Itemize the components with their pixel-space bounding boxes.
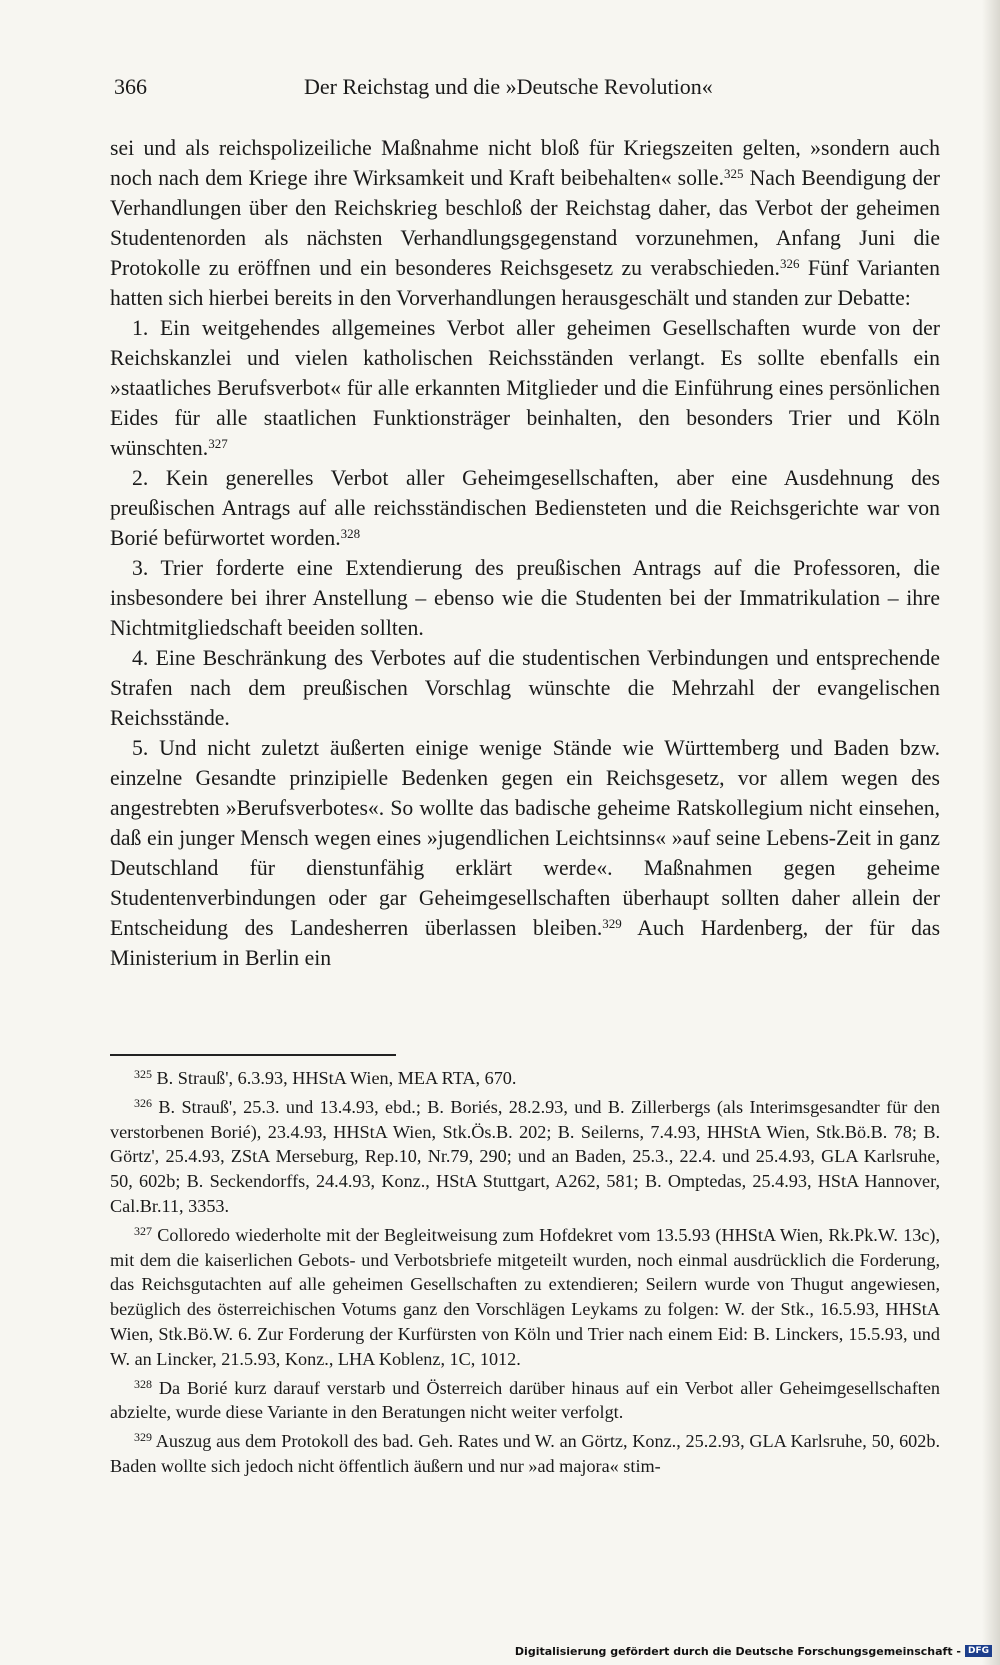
text-run: Nach Beendigung der Verhandlungen über den Reichskrieg beschloß der Reichstag daher, das Verbot der geheimen Studentenorden als nächsten Verhandlungsgegenstand vorzunehmen, Anfang Juni die Protokolle zu eröffnen und ein besonderes Reichsgesetz zu verabschieden. xyxy=(110,166,940,280)
list-item-1 xyxy=(110,313,940,463)
footnote-328 xyxy=(110,1376,940,1426)
footnote-number: 329 xyxy=(134,1430,152,1445)
footnote-number: 327 xyxy=(134,1223,152,1238)
page-edge-shadow xyxy=(982,0,1000,1665)
text-run: Auch Hardenberg, der für das Ministerium in Berlin ein xyxy=(110,916,941,970)
text-run: 2. Kein generelles Verbot aller Geheimgesellschaften, aber eine Ausdehnung des preußischen Antrags auf alle reichsständischen Bediensteten und die Reichsgerichte war von Borié befürwortet worden. xyxy=(110,466,940,550)
footnotes xyxy=(110,1066,940,1483)
text-run: 1. Ein weitgehendes allgemeines Verbot aller geheimen Gesellschaften wurde von der Reichskanzlei und vielen katholischen Reichsständen verlangt. Es sollte ebenfalls ein »staatliches Berufsverbot« für alle erkannten Mitglieder und die Einführung eines persönlichen Eides für alle staatlichen Funktionsträger beinhalten, den besonders Trier und Köln wünschten. xyxy=(110,316,940,460)
list-item-4: 4. Eine Beschränkung des Verbotes auf die studentischen Verbindungen und entsprechende Strafen nach dem preußischen Vorschlag wünschte die Mehrzahl der evangelischen Reichsstände. xyxy=(110,646,940,730)
list-item-5 xyxy=(110,733,940,973)
footnote-text: B. Strauß', 6.3.93, HHStA Wien, MEA RTA, 670. xyxy=(152,1068,517,1088)
footnote-ref-326[interactable]: 326 xyxy=(779,256,800,271)
footnote-327 xyxy=(110,1223,940,1372)
text-run: sei und als reichspolizeiliche Maßnahme nicht bloß für Kriegszeiten gelten, »sondern auch noch nach dem Kriege ihre Wirksamkeit und Kraft beibehalten« solle. xyxy=(110,136,940,190)
running-head: Der Reichstag und die »Deutsche Revolution« xyxy=(304,74,713,99)
footnote-text: Colloredo wiederholte mit der Begleitweisung zum Hofdekret vom 13.5.93 (HHStA Wien, Rk.Pk.W. 13c), mit dem die kaiserlichen Gebots- und Verbotsbriefe mitgeteilt wurden, noch einmal ausdrücklich die Forderung, das Reichsgutachten auf alle geheimen Gesellschaften zu extendieren; Seilern wurde von Thugut angewiesen, bezüglich des österreichischen Votums ganz den Vorschlägen Leykams zu folgen: W. der Stk., 16.5.93, HHStA Wien, Stk.Bö.W. 6. Zur Forderung der Kurfürsten von Köln und Trier nach einem Eid: B. Linckers, 15.5.93, und W. an Lincker, 21.5.93, Konz., LHA Koblenz, 1C, 1012. xyxy=(110,1224,940,1369)
footnote-number: 325 xyxy=(134,1067,152,1081)
text-run: 5. Und nicht zuletzt äußerten einige wenige Stände wie Württemberg und Baden bzw. einzelne Gesandte prinzipielle Bedenken gegen ein Reichsgesetz, vor allem wegen des angestrebten »Berufsverbotes«. So wollte das badische geheime Ratskollegium nicht einsehen, daß ein junger Mensch wegen eines »jugendlichen Leichtsinns« »auf seine Lebens-Zeit in ganz Deutschland für dienstunfähig erklärt werde«. Maßnahmen gegen geheime Studentenverbindungen oder gar Geheimgesellschaften überhaupt sollten daher allein der Entscheidung des Landesherren überlassen bleiben. xyxy=(110,736,940,940)
footnote-326 xyxy=(110,1095,940,1219)
list-item-3: 3. Trier forderte eine Extendierung des preußischen Antrags auf die Professoren, die insbesondere bei ihrer Anstellung – ebenso wie die Studenten bei der Immatrikulation – ihre Nichtmitgliedschaft beeiden sollten. xyxy=(110,556,940,640)
credit-text: Digitalisierung gefördert durch die Deutsche Forschungsgemeinschaft - xyxy=(514,1644,961,1658)
footnote-number: 328 xyxy=(134,1376,152,1391)
text-run: Fünf Varianten hatten sich hierbei bereits in den Vorverhandlungen herausgeschält und standen zur Debatte: xyxy=(110,256,940,310)
page-number: 366 xyxy=(114,74,147,99)
footnote-325 xyxy=(110,1066,940,1091)
footnote-text: Da Borié kurz darauf verstarb und Österreich darüber hinaus auf ein Verbot aller Geheimgesellschaften abzielte, wurde diese Variante in den Beratungen nicht weiter verfolgt. xyxy=(110,1377,940,1423)
footnote-number: 326 xyxy=(134,1095,152,1110)
footnote-329 xyxy=(110,1429,940,1479)
footnote-text: B. Strauß', 25.3. und 13.4.93, ebd.; B. Boriés, 28.2.93, und B. Zillerbergs (als Interimsgesandter für den verstorbenen Borié), 23.4.93, HHStA Wien, Stk.Ös.B. 202; B. Seilerns, 7.4.93, HHStA Wien, Stk.Bö.B. 78; B. Görtz', 25.4.93, ZStA Merseburg, Rep.10, Nr.79, 290; und an Baden, 25.3., 22.4. und 25.4.93, GLA Karlsruhe, 50, 602b; B. Seckendorffs, 24.4.93, Konz., HStA Stuttgart, A262, 581; B. Omptedas, 25.4.93, HStA Hannover, Cal.Br.11, 3353. xyxy=(110,1096,940,1216)
footnote-separator xyxy=(110,1054,396,1056)
body-text xyxy=(110,133,940,973)
paragraph-intro xyxy=(110,133,940,313)
page-header xyxy=(114,74,942,108)
digitization-credit xyxy=(515,1641,992,1661)
footnote-ref-327[interactable]: 327 xyxy=(208,436,228,451)
list-item-2 xyxy=(110,463,940,553)
footnote-ref-328[interactable]: 328 xyxy=(340,526,361,541)
footnote-ref-325[interactable]: 325 xyxy=(724,166,744,181)
footnote-text: Auszug aus dem Protokoll des bad. Geh. Rates und W. an Görtz, Konz., 25.2.93, GLA Karlsruhe, 50, 602b. Baden wollte sich jedoch nicht öffentlich äußern und nur »ad majora« stim- xyxy=(110,1431,940,1476)
footnote-ref-329[interactable]: 329 xyxy=(602,916,622,931)
dfg-logo[interactable]: DFG xyxy=(965,1645,992,1657)
